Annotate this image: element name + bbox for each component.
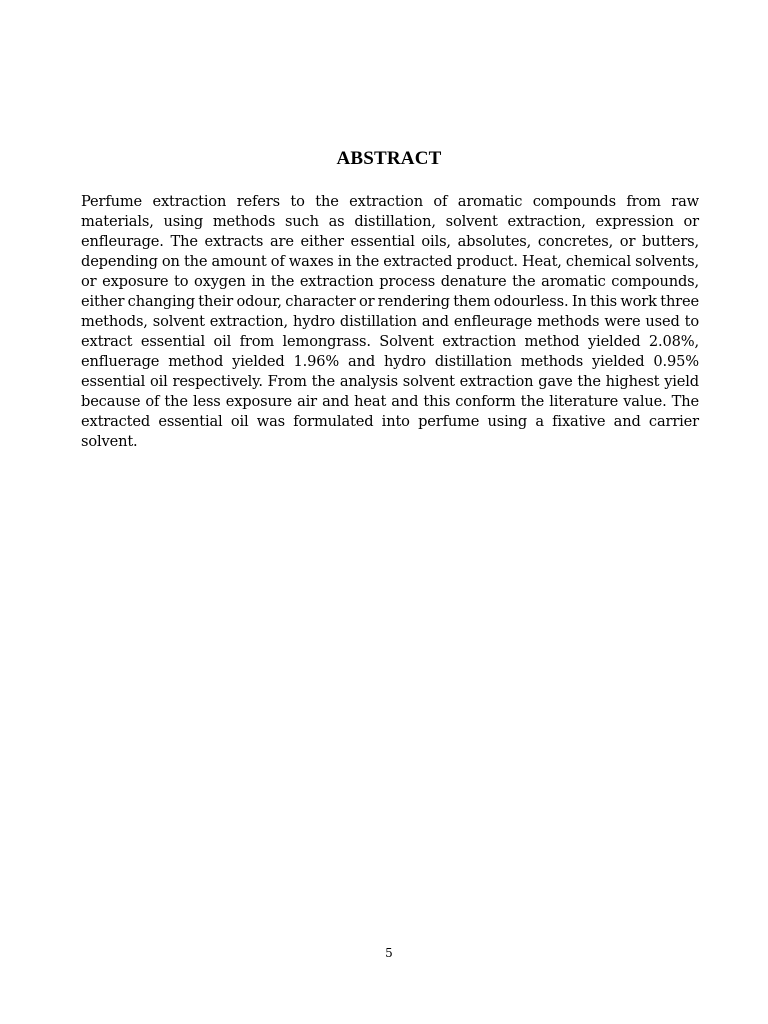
abstract-heading: ABSTRACT [336, 148, 442, 169]
abstract-paragraph: Perfume extraction refers to the extraction of aromatic compounds from raw materials, using methods such as distillation, solvent extraction, expression or enfleurage. The extracts are either essential oils, absolutes, concretes, or butters, depending on the amount of waxes in the extracted product. Heat, chemical solvents, or exposure to oxygen in the extraction process denature the aromatic compounds, either changing their odour, character or rendering them odourless. In this work three methods, solvent extraction, hydro distillation and enfleurage methods were used to extract essential oil from lemongrass. Solvent extraction method yielded 2.08%, enfluerage method yielded 1.96% and hydro distillation methods yielded 0.95% essential oil respectively. From the analysis solvent extraction gave the highest yield because of the less exposure air and heat and this conform the literature value. The extracted essential oil was formulated into perfume using a fixative and carrier solvent. [81, 193, 699, 450]
page-number: 5 [385, 946, 393, 960]
